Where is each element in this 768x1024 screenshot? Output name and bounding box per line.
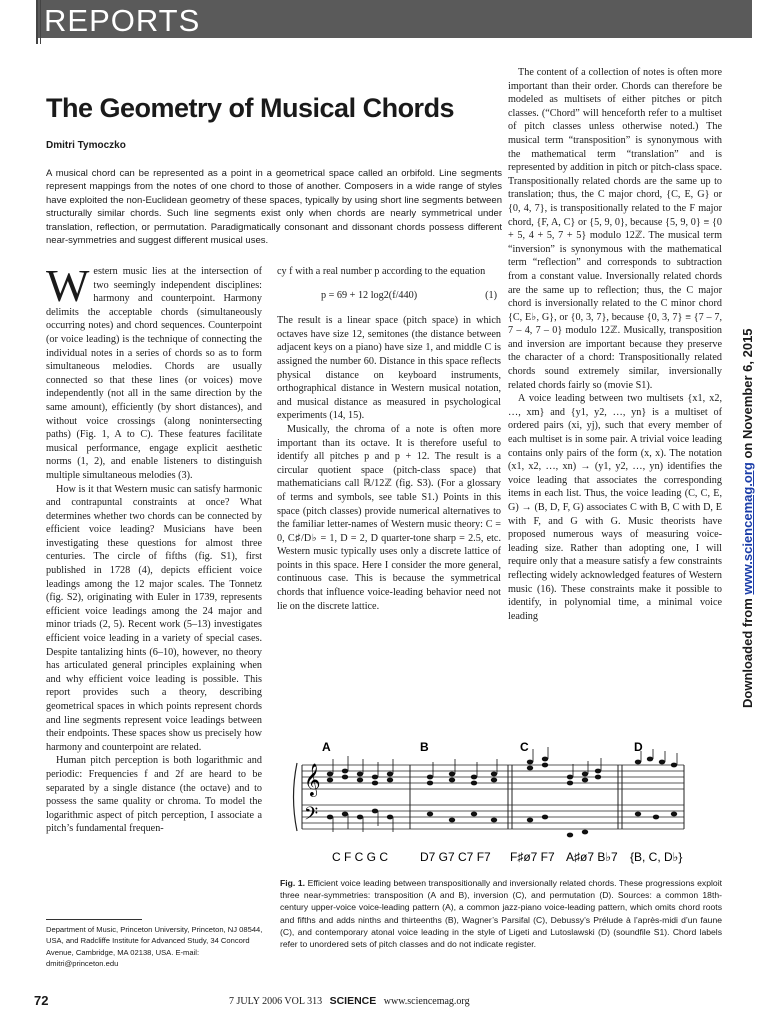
paragraph-text: estern music lies at the intersection of two seemingly independent disciplines: harmony and counterpoint. Harmony delimits the acceptable chords (simultaneously occurring notes) and chord sequences. Counterpoint (or voice leading) is the technique of connecting the individual notes in a series of chords so as to form simultaneous melodies. Chords are usually connected so that these lines (or voices) move independently (not all in the same direction by the same amount), efficiently (by short distances), and without voice crossings (along nonintersecting paths) (Fig. 1, A to C). These features facilitate musical performance, engage explicit aesthetic norms (1, 2), and enable listeners to distinguish multiple simultaneous melodies (3). xyxy=(46,266,262,481)
issue-date-volume: 7 JULY 2006 VOL 313 xyxy=(229,996,323,1007)
section-label: REPORTS xyxy=(44,3,201,38)
footer-citation xyxy=(229,995,470,1007)
paragraph: Musically, the chroma of a note is often more important than its octave. It is therefore useful to identify all pitches p and p + 12. The result is a circular quotient space (pitch-class space) that mathematicians call ℝ/12ℤ (fig. S3). (For a glossary of terms and symbols, see table S1.) Points in this space (pitch classes) provide numerical alternatives to the familiar letter-names of Western music theory: C = 0, C♯/D♭ = 1, D = 2, D quarter-tone sharp = 2.5, etc. Western music typically uses only a discrete lattice of points in this space. Here I consider the more general, continuous case. This is because the symmetrical chords that influence voice-leading behavior need not lie on the discrete lattice. xyxy=(277,423,501,612)
journal-website: www.sciencemag.org xyxy=(383,996,470,1007)
chord-label-d: {B, C, D♭} xyxy=(630,850,683,864)
equation-block xyxy=(277,279,501,315)
treble-clef-icon: 𝄞 xyxy=(304,763,321,796)
figure-1-music-notation xyxy=(280,737,722,877)
chord-label-c2: A♯ø7 B♭7 xyxy=(566,850,618,864)
journal-name: SCIENCE xyxy=(329,995,377,1007)
stamp-prefix: Downloaded from xyxy=(740,598,755,708)
paragraph: Human pitch perception is both logarithmic and periodic: Frequencies f and 2f are heard to be separated by a single distance (the octave) and to possess the same quality or chroma. To model the logarithmic aspect of pitch perception, I associate a pitch’s fundamental frequen- xyxy=(46,755,262,835)
paragraph: The result is a linear space (pitch space) in which octaves have size 12, semitones (the distance between adjacent keys on a piano) have size 1, and middle C is assigned the number 60. Distance in this space reflects physical distance on keyboard instruments, orthographical distance in Western musical notation, and musical distance as measured in psychological experiments (14, 15). xyxy=(277,315,501,422)
treble-staff xyxy=(302,765,684,789)
article-title: The Geometry of Musical Chords xyxy=(46,93,455,123)
stamp-suffix: on November 6, 2015 xyxy=(740,328,755,459)
panel-label-b: B xyxy=(420,740,429,754)
abstract: A musical chord can be represented as a point in a geometrical space called an orbifold. Line segments represent mappings from the notes of one chord to those of another. Composers in a wide range of styles have exploited the non-Euclidean geometry of these spaces, typically by using short line segments between structurally similar chords. Such line segments exist only when chords are nearly symmetrical under translation, reflection, or permutation. Paradigmatically consonant and dissonant chords possess different near-symmetries and suggest different musical uses. xyxy=(46,168,502,247)
affiliation-footnote: Department of Music, Princeton University, Princeton, NJ 08544, USA, and Radcliffe Institute for Advanced Study, 34 Concord Avenue, Cambridge, MA 02138, USA. E-mail: dmitri@princeton.edu xyxy=(46,925,263,969)
panel-label-c: C xyxy=(520,740,529,754)
body-column-3 xyxy=(508,66,722,623)
drop-cap: W xyxy=(46,260,90,311)
bass-clef-icon: 𝄢 xyxy=(304,804,319,829)
paragraph xyxy=(46,260,262,483)
equation-number: (1) xyxy=(485,289,497,301)
stamp-url: www.sciencemag.org xyxy=(740,462,755,595)
body-column-2 xyxy=(277,265,501,613)
figure-caption xyxy=(280,877,722,950)
page-number: 72 xyxy=(34,993,49,1008)
caption-text: Efficient voice leading between transpositionally and inversionally related chords. These progressions exploit three near-symmetries: transposition (A and B), inversion (C), and permutation (D). Sources: a common 18th-century upper-voice voice-leading pattern (A), a common jazz-piano voice-leading pattern, which omits chord roots and fifths and adds ninths and thirteenths (B), Wagner’s Parsifal (C), Debussy’s Prélude à l’après-midi d’un faune (C), and contemporary atonal voice leading in the style of Ligeti and Lutoslawski (D) (soundfile S1). Chord labels refer to unordered sets of pitch classes and do not indicate register. xyxy=(280,878,722,950)
footnote-rule xyxy=(46,919,142,920)
panel-label-a: A xyxy=(322,740,331,754)
equation: p = 69 + 12 log2(f/440) xyxy=(321,289,418,301)
note-heads xyxy=(327,757,677,838)
download-stamp xyxy=(740,328,755,708)
header-rule xyxy=(40,0,41,44)
header-rule xyxy=(36,0,38,44)
note-stems xyxy=(333,747,677,832)
chord-label-a: C F C G C xyxy=(332,850,388,864)
chord-label-c1: F♯ø7 F7 xyxy=(510,850,555,864)
paragraph: A voice leading between two multisets {x1, x2, …, xm} and {y1, y2, …, yn} is a multiset of ordered pairs (xi, yj), such that every member of each multiset is in some pair. A trivial voice leading contains only pairs of the form (x, x). The notation (x1, x2, …, xn) → (y1, y2, …, yn) identifies the voice leading that associates the corresponding items in each list. Thus, the voice leading (C, C, E, G) → (B, D, F, G) associates C with B, C with D, E with F, and G with G. Music theorists have proposed numerous ways of measuring voice-leading size. Rather than adopting one, I will require only that a measure satisfy a few constraints reflecting widely acknowledged features of Western music (16). These constraints make it possible to identify, in polynomial time, a minimal voice leading xyxy=(508,393,722,622)
panel-label-d: D xyxy=(634,740,643,754)
author-name: Dmitri Tymoczko xyxy=(46,140,126,151)
brace-icon xyxy=(294,763,298,831)
paragraph: cy f with a real number p according to the equation xyxy=(277,266,486,277)
body-column-1 xyxy=(46,260,262,836)
paragraph: The content of a collection of notes is often more important than their order. Chords can therefore be modeled as multisets of either pitches or pitch classes. (“Chord” will henceforth refer to a multiset of pitch classes unless otherwise noted.) The musical term “transposition” is synonymous with the mathematical term “translation” and is represented by addition in pitch or pitch-class space. Transpositionally related chords are the same up to translation; thus, the C major chord, {C, E, G} or {0, 4, 7}, is transpositionally related to the F major chord, {F, A, C} or {5, 9, 0}, because {5, 9, 0} ≡ {0 + 5, 4 + 5, 7 + 5} modulo 12ℤ. The musical term “inversion” is synonymous with the mathematical term “reflection” and corresponds to subtraction from a constant value. Inversionally related chords are the same up to reflection; thus, the C major chord is inversionally related to the C minor chord {C, E♭, G}, or {0, 3, 7}, because {0, 3, 7} ≡ {7 – 7, 7 – 4, 7 – 0} modulo 12ℤ. Musically, transposition and inversion are important because they preserve the character of a chord: Transpositionally related chords sound extremely similar, inversionally related chords fairly so (movie S1). xyxy=(508,67,722,391)
chord-label-b: D7 G7 C7 F7 xyxy=(420,850,491,864)
paragraph: How is it that Western music can satisfy harmonic and contrapuntal constraints at once? What determines whether two chords can be connected by efficient voice leading? Musicians have been investigating these questions for almost three centuries. The circle of fifths (fig. S1), first published in 1728 (4), depicts efficient voice leadings among the 12 major scales. The Tonnetz (fig. S2), originating with Euler in 1739, represents efficient voice leadings among the 24 major and minor triads (2, 5). Recent work (5–13) investigates efficient voice leading in a variety of special cases. Despite tantalizing hints (6–10), however, no theory has articulated general principles explaining when and why efficient voice leading is possible. This report provides such a theory, describing geometrical spaces in which points represent chords and line segments represent voice leadings between their endpoints. These spaces show us precisely how harmony and counterpoint are related. xyxy=(46,483,262,753)
caption-lead: Fig. 1. xyxy=(280,878,306,888)
